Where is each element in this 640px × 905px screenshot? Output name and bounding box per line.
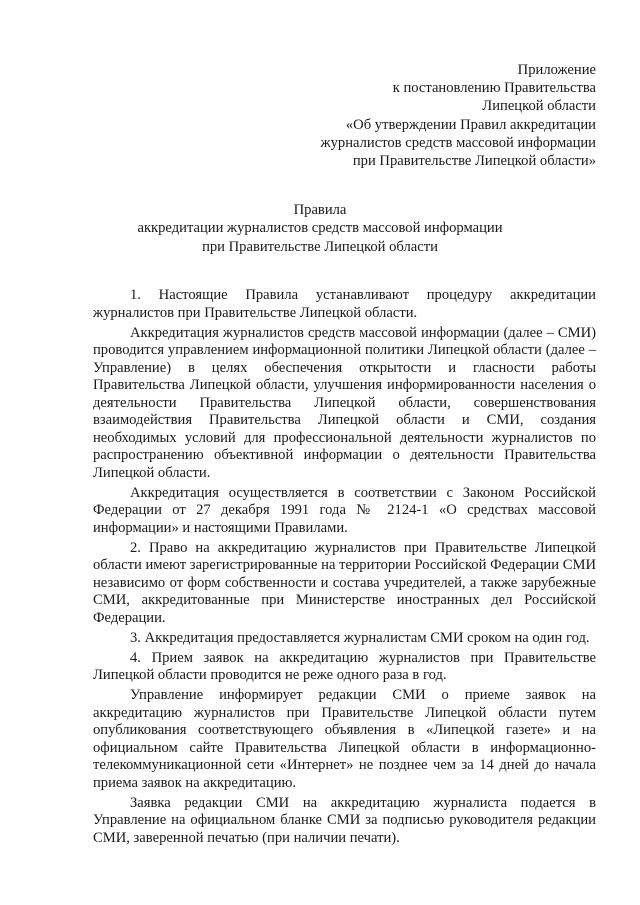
title-line: аккредитации журналистов средств массовой информации [137,220,503,237]
appendix-line: Липецкой области [482,98,596,115]
paragraph: 1. Настоящие Правила устанавливают процедуру аккредитации журналистов при Правительстве Липецкой области. [93,287,596,321]
document-body [93,287,596,850]
appendix-header [321,61,596,170]
appendix-line: к постановлению Правительства [392,80,596,97]
paragraph: Заявка редакции СМИ на аккредитацию журналиста подается в Управление на официальном бланке СМИ за подписью руководителя редакции СМИ, заверенной печатью (при наличии печати). [93,794,596,846]
appendix-line: журналистов средств массовой информации [320,134,596,151]
appendix-line: при Правительстве Липецкой области» [352,153,596,170]
appendix-line: Приложение [517,62,596,78]
paragraph: 2. Право на аккредитацию журналистов при Правительстве Липецкой области имеют зарегистрированные на территории Российской Федерации СМИ независимо от форм собственности и состава учредителей, а также зарубежные СМИ, аккредитованные при Министерстве иностранных дел Российской Федерации. [93,539,596,626]
paragraph: 3. Аккредитация предоставляется журналистам СМИ сроком на один год. [130,629,590,646]
title-line: Правила [293,202,347,218]
document-title [0,201,640,256]
paragraph: Аккредитация журналистов средств массовой информации (далее – СМИ) проводится управлением информационной политики Липецкой области (далее – Управление) в целях обеспечения открытости и гласности работы Правительства Липецкой области, улучшения информированности населения о деятельности Правительства Липецкой области, совершенствования взаимодействия Правительства Липецкой области и СМИ, создания необходимых условий для профессиональной деятельности журналистов по распространению объективной информации о деятельности Правительства Липецкой области. [93,324,596,481]
appendix-line: «Об утверждении Правил аккредитации [345,116,596,133]
paragraph: Аккредитация осуществляется в соответствии с Законом Российской Федерации от 27 декабря 1991 года № 2124-1 «О средствах массовой информации» и настоящими Правилами. [93,484,596,536]
paragraph: Управление информирует редакции СМИ о приеме заявок на аккредитацию журналистов при Правительстве Липецкой области путем опубликования соответствующего объявления в «Липецкой газете» и на официальном сайте Правительства Липецкой области в информационно-телекоммуникационной сети «Интернет» не позднее чем за 14 дней до начала приема заявок на аккредитацию. [93,687,596,791]
title-line: при Правительстве Липецкой области [202,238,438,255]
paragraph: 4. Прием заявок на аккредитацию журналистов при Правительстве Липецкой области проводится не реже одного раза в год. [93,649,596,683]
